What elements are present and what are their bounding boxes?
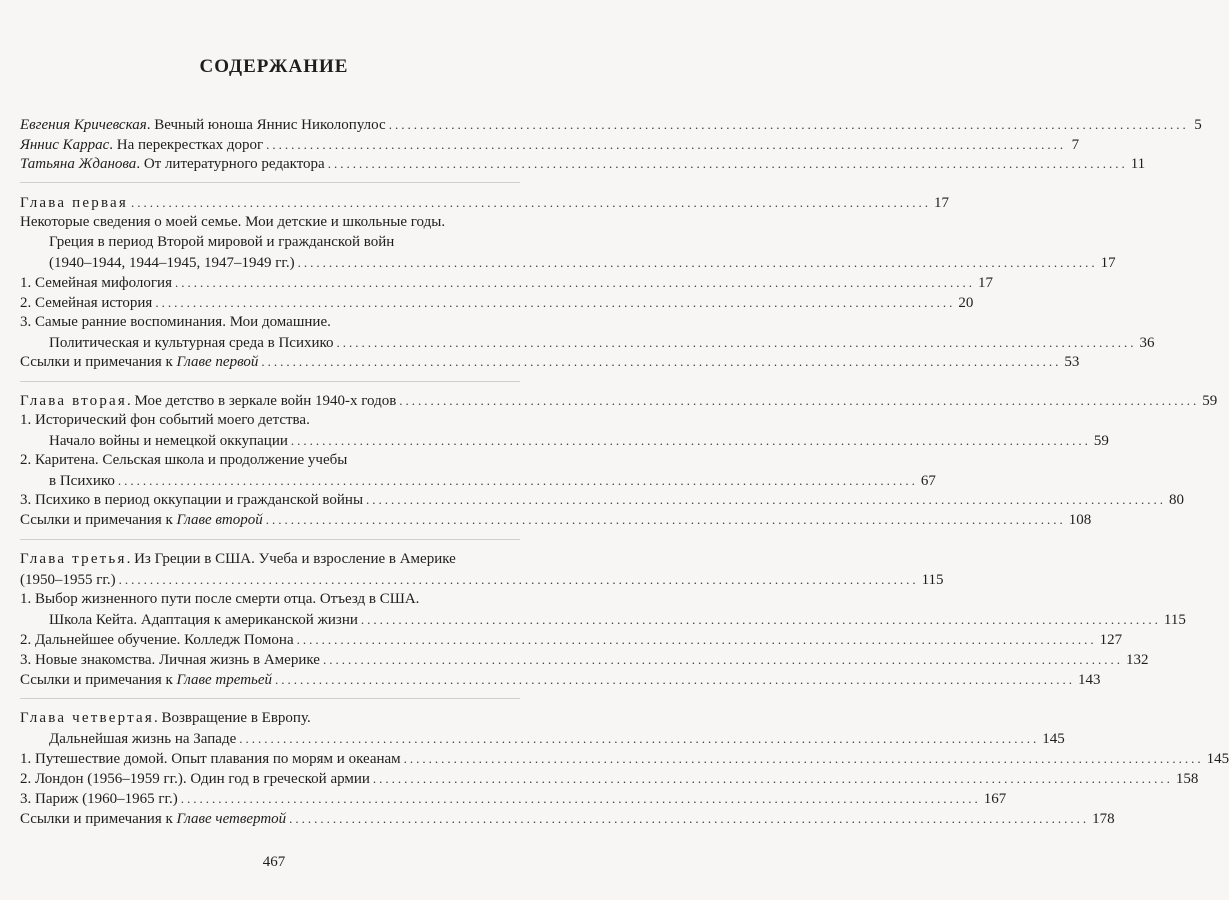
toc-entry-1-2 bbox=[20, 293, 974, 313]
toc-chapter-2 bbox=[20, 391, 1218, 411]
entry-page: 145 bbox=[1206, 751, 1229, 767]
entry-author: Татьяна Жданова bbox=[20, 156, 137, 172]
section-divider bbox=[20, 182, 520, 183]
entry-page: 17 bbox=[1100, 255, 1116, 271]
entry-page: 115 bbox=[1163, 612, 1186, 628]
chapter-title: . Мое детство в зеркале войн 1940-х годов bbox=[127, 393, 397, 409]
toc-notes-1 bbox=[20, 352, 1080, 372]
entry-text: 3. Новые знакомства. Личная жизнь в Америке bbox=[20, 652, 320, 668]
toc-entry-1-3-line-1: 3. Самые ранние воспоминания. Мои домашние. bbox=[20, 314, 331, 330]
toc-entry-3-1-line-1: 1. Выбор жизненного пути после смерти отца. Отъезд в США. bbox=[20, 591, 420, 607]
page-title: СОДЕРЖАНИЕ bbox=[199, 56, 349, 77]
entry-text-italic: Главе первой bbox=[176, 354, 259, 370]
leader-dots bbox=[328, 154, 1128, 173]
entry-author: Евгения Кричевская bbox=[20, 117, 147, 133]
entry-text: На перекрестках дорог bbox=[116, 137, 264, 153]
entry-text: 3. Психико в период оккупации и гражданской войны bbox=[20, 492, 364, 508]
entry-page: 36 bbox=[1139, 335, 1155, 351]
leader-dots bbox=[323, 650, 1123, 669]
entry-text: 3. Париж (1960–1965 гг.) bbox=[20, 791, 178, 807]
leader-dots bbox=[181, 789, 981, 808]
entry-text: 1. Семейная мифология bbox=[20, 275, 172, 291]
toc-notes-3 bbox=[20, 670, 1101, 690]
leader-dots bbox=[155, 293, 955, 312]
chapter-label: Глава третья bbox=[20, 551, 127, 567]
leader-dots bbox=[119, 570, 919, 589]
leader-dots bbox=[289, 809, 1089, 828]
entry-page: 115 bbox=[921, 572, 944, 588]
chapter-1-desc-3 bbox=[49, 253, 1116, 273]
toc-entry-front-2 bbox=[20, 135, 1080, 155]
leader-dots bbox=[266, 135, 1066, 154]
entry-text: в Психико bbox=[49, 473, 115, 489]
toc-notes-4 bbox=[20, 809, 1115, 829]
entry-text: Политическая и культурная среда в Психико bbox=[49, 335, 334, 351]
section-divider bbox=[20, 539, 520, 540]
leader-dots bbox=[337, 333, 1137, 352]
entry-page: 59 bbox=[1202, 393, 1218, 409]
toc-entry-4-1 bbox=[20, 749, 1229, 769]
entry-page: 143 bbox=[1078, 672, 1101, 688]
toc-entry-3-2 bbox=[20, 630, 1123, 650]
chapter-title: . Возвращение в Европу. bbox=[154, 710, 311, 726]
entry-text: Ссылки и примечания к bbox=[20, 672, 177, 688]
toc-entry-1-3-line-2 bbox=[49, 333, 1155, 353]
entry-page: 127 bbox=[1099, 632, 1123, 648]
chapter-3-sub bbox=[20, 570, 944, 590]
leader-dots bbox=[298, 253, 1098, 272]
toc-chapter-3 bbox=[20, 550, 495, 569]
toc-chapter-4 bbox=[20, 709, 495, 728]
entry-text: Ссылки и примечания к bbox=[20, 354, 177, 370]
leader-dots bbox=[404, 749, 1204, 768]
entry-page: 17 bbox=[934, 195, 950, 211]
entry-page: 17 bbox=[977, 275, 993, 291]
leader-dots bbox=[366, 490, 1166, 509]
toc-entry-4-3 bbox=[20, 789, 1007, 809]
toc-entry-1-1 bbox=[20, 273, 993, 293]
toc-entry-2-1-line-2 bbox=[49, 431, 1109, 451]
entry-text: 2. Дальнейшее обучение. Колледж Помона bbox=[20, 632, 294, 648]
section-divider bbox=[20, 698, 520, 699]
entry-text: (1950–1955 гг.) bbox=[20, 572, 116, 588]
entry-author: Яннис Каррас bbox=[20, 137, 110, 153]
entry-page: 5 bbox=[1194, 117, 1202, 133]
leader-dots bbox=[373, 769, 1173, 788]
leader-dots bbox=[275, 670, 1075, 689]
entry-text: Вечный юноша Яннис Николопулос bbox=[154, 117, 386, 133]
toc-entry-3-3 bbox=[20, 650, 1149, 670]
entry-page: 108 bbox=[1068, 512, 1092, 528]
leader-dots bbox=[389, 115, 1189, 134]
toc-entry-2-3 bbox=[20, 490, 1185, 510]
chapter-4-title-line-2 bbox=[49, 729, 1065, 749]
entry-page: 20 bbox=[958, 295, 974, 311]
entry-page: 167 bbox=[983, 791, 1007, 807]
toc-entry-2-2-line-1: 2. Каритена. Сельская школа и продолжение учебы bbox=[20, 452, 348, 468]
toc-entry-front-3 bbox=[20, 154, 1146, 174]
entry-text: Ссылки и примечания к bbox=[20, 811, 177, 827]
leader-dots bbox=[239, 729, 1039, 748]
toc-entry-2-2-line-2 bbox=[49, 471, 936, 491]
leader-dots bbox=[297, 630, 1097, 649]
entry-text: Начало войны и немецкой оккупации bbox=[49, 433, 288, 449]
entry-page: 178 bbox=[1092, 811, 1115, 827]
toc-chapter-1 bbox=[20, 193, 950, 213]
section-divider bbox=[20, 381, 520, 382]
entry-text-italic: Главе четвертой bbox=[176, 811, 287, 827]
entry-page: 145 bbox=[1042, 731, 1065, 747]
chapter-1-desc-2: Греция в период Второй мировой и гражданской войн bbox=[49, 234, 395, 250]
entry-text: Дальнейшая жизнь на Западе bbox=[49, 731, 237, 747]
entry-page: 7 bbox=[1071, 137, 1080, 153]
leader-dots bbox=[131, 193, 931, 212]
chapter-title: . Из Греции в США. Учеба и взросление в Америке bbox=[126, 551, 456, 567]
entry-page: 132 bbox=[1125, 652, 1149, 668]
leader-dots bbox=[291, 431, 1091, 450]
entry-sep: . bbox=[109, 137, 117, 153]
entry-text: От литературного редактора bbox=[143, 156, 325, 172]
page-number: 467 bbox=[262, 854, 286, 870]
toc-entry-4-2 bbox=[20, 769, 1199, 789]
toc-notes-2 bbox=[20, 510, 1092, 530]
toc-entry-2-1-line-1: 1. Исторический фон событий моего детства. bbox=[20, 412, 310, 428]
leader-dots bbox=[175, 273, 975, 292]
toc-entry-front-1 bbox=[20, 115, 1202, 135]
entry-text: Школа Кейта. Адаптация к американской жизни bbox=[49, 612, 358, 628]
leader-dots bbox=[118, 471, 918, 490]
entry-text: 2. Лондон (1956–1959 гг.). Один год в греческой армии bbox=[20, 771, 370, 787]
entry-sep: . bbox=[146, 117, 155, 133]
entry-text: 1. Путешествие домой. Опыт плавания по морям и океанам bbox=[20, 751, 401, 767]
entry-text-italic: Главе второй bbox=[176, 512, 263, 528]
entry-sep: . bbox=[136, 156, 144, 172]
leader-dots bbox=[399, 391, 1199, 410]
entry-page: 11 bbox=[1130, 156, 1146, 172]
entry-text-italic: Главе третьей bbox=[176, 672, 273, 688]
chapter-1-desc-1: Некоторые сведения о моей семье. Мои детские и школьные годы. bbox=[20, 214, 446, 230]
entry-page: 80 bbox=[1169, 492, 1185, 508]
leader-dots bbox=[361, 610, 1161, 629]
chapter-label: Глава вторая bbox=[20, 393, 128, 409]
entry-text: Ссылки и примечания к bbox=[20, 512, 177, 528]
entry-text: (1940–1944, 1944–1945, 1947–1949 гг.) bbox=[49, 255, 295, 271]
leader-dots bbox=[266, 510, 1066, 529]
entry-text: 2. Семейная история bbox=[20, 295, 153, 311]
chapter-label: Глава четвертая bbox=[20, 710, 154, 726]
entry-page: 59 bbox=[1093, 433, 1109, 449]
entry-page: 158 bbox=[1175, 771, 1199, 787]
chapter-label: Глава первая bbox=[20, 195, 129, 211]
leader-dots bbox=[261, 352, 1061, 371]
entry-page: 67 bbox=[920, 473, 936, 489]
toc-entry-3-1-line-2 bbox=[49, 610, 1186, 630]
entry-page: 53 bbox=[1064, 354, 1080, 370]
